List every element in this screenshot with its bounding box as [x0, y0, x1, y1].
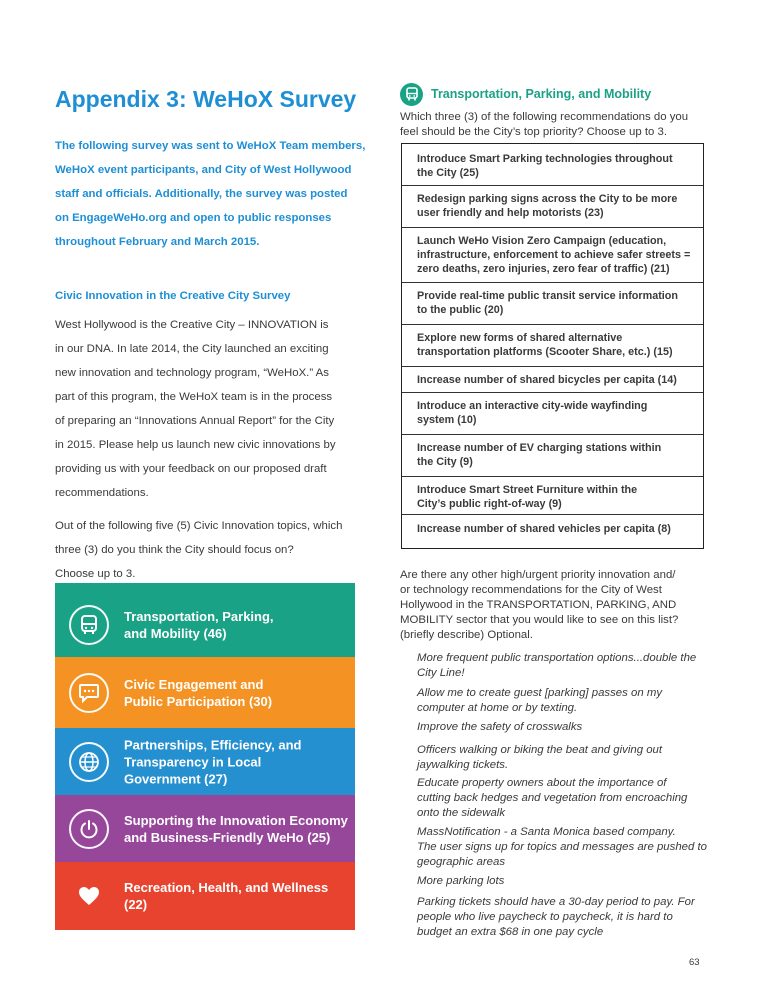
row-divider	[402, 185, 703, 186]
topic-label-line: Supporting the Innovation Economy	[124, 812, 348, 828]
question-line: Which three (3) of the following recommendations do you	[400, 111, 689, 123]
topic-label-line: Partnerships, Efficiency, and	[124, 737, 302, 752]
recommendation-line: Launch WeHo Vision Zero Campaign (education,	[417, 235, 667, 247]
recommendation-question	[400, 110, 700, 140]
topic-label	[124, 608, 349, 642]
page-number: 63	[689, 957, 700, 968]
topic-label-line: Recreation, Health, and Wellness (22)	[124, 880, 329, 912]
recommendation-item	[417, 522, 697, 536]
recommendation-line: Introduce Smart Parking technologies throughout	[417, 153, 673, 165]
recommendation-item	[417, 234, 697, 276]
response-item	[417, 720, 709, 735]
response-item	[417, 874, 709, 889]
recommendation-item	[417, 399, 697, 427]
intro-line: staff and officials. Additionally, the survey was posted	[55, 188, 348, 200]
topic-innovation-economy	[55, 795, 355, 862]
response-line: people who live paycheck to paycheck, it is hard to	[417, 911, 673, 923]
recommendation-line: Increase number of shared vehicles per capita (8)	[417, 523, 671, 535]
recommendation-line: transportation platforms (Scooter Share, etc.) (15)	[417, 346, 673, 358]
row-divider	[402, 434, 703, 435]
response-item	[417, 651, 709, 681]
recommendation-item	[417, 331, 697, 359]
response-line: Educate property owners about the importance of	[417, 777, 667, 789]
body-line: of preparing an “Innovations Annual Report” for the City	[55, 415, 335, 427]
row-divider	[402, 366, 703, 367]
recommendation-line: system (10)	[417, 414, 477, 426]
topic-partnerships	[55, 728, 355, 795]
globe-icon	[69, 742, 109, 782]
recommendation-line: City’s public right-of-way (9)	[417, 498, 562, 510]
question-line: three (3) do you think the City should focus on?	[55, 544, 294, 556]
recommendation-line: the City (25)	[417, 167, 479, 179]
recommendation-line: Increase number of shared bicycles per capita (14)	[417, 374, 677, 386]
recommendation-item	[417, 441, 697, 469]
response-line: geographic areas	[417, 856, 506, 868]
other-recommendations-question	[400, 568, 705, 643]
response-line: More frequent public transportation options...double the	[417, 652, 697, 664]
response-line: The user signs up for topics and messages are pushed to	[417, 841, 707, 853]
topic-label-line: and Mobility (46)	[124, 625, 227, 641]
speech-bubble-icon	[69, 673, 109, 713]
topic-label-line: Transparency in Local	[124, 754, 262, 769]
topic-civic-engagement	[55, 657, 355, 728]
response-line: City Line!	[417, 667, 465, 679]
topic-label	[124, 736, 349, 787]
bus-icon	[69, 605, 109, 645]
question-line: (briefly describe) Optional.	[400, 629, 533, 641]
intro-line: throughout February and March 2015.	[55, 236, 260, 248]
question-line: Are there any other high/urgent priority innovation and/	[400, 569, 676, 581]
heart-icon	[69, 876, 109, 916]
survey-subheading: Civic Innovation in the Creative City Survey	[55, 290, 291, 302]
topic-label-line: Public Participation (30)	[124, 693, 273, 709]
recommendation-line: Provide real-time public transit service information	[417, 290, 678, 302]
body-line: new innovation and technology program, “WeHoX.” As	[55, 367, 329, 379]
topic-label-line: Transportation, Parking,	[124, 608, 274, 624]
question-line: feel should be the City’s top priority? Choose up to 3.	[400, 126, 667, 138]
body-line: in our DNA. In late 2014, the City launched an exciting	[55, 343, 329, 355]
recommendation-line: user friendly and help motorists (23)	[417, 207, 604, 219]
question-line: Choose up to 3.	[55, 568, 136, 580]
response-line: onto the sidewalk	[417, 807, 506, 819]
recommendations-table	[401, 143, 704, 549]
recommendation-line: Explore new forms of shared alternative	[417, 332, 623, 344]
row-divider	[402, 476, 703, 477]
response-line: budget an extra $68 in one pay cycle	[417, 926, 604, 938]
question-line: Out of the following five (5) Civic Innovation topics, which	[55, 520, 343, 532]
recommendation-item	[417, 289, 697, 317]
topic-label-line: and Business-Friendly WeHo (25)	[124, 829, 331, 845]
response-line: More parking lots	[417, 875, 505, 887]
recommendation-line: infrastructure, enforcement to achieve safer streets =	[417, 249, 691, 261]
row-divider	[402, 227, 703, 228]
row-divider	[402, 514, 703, 515]
response-line: Officers walking or biking the beat and giving out	[417, 744, 663, 756]
recommendation-item	[417, 373, 697, 387]
page-title: Appendix 3: WeHoX Survey	[55, 86, 357, 112]
question-line: Hollywood in the TRANSPORTATION, PARKING, AND	[400, 599, 677, 611]
bus-icon	[400, 83, 423, 106]
survey-intro	[55, 134, 370, 254]
topic-label	[124, 879, 349, 913]
row-divider	[402, 324, 703, 325]
response-item	[417, 776, 709, 821]
power-icon	[69, 809, 109, 849]
response-line: Allow me to create guest [parking] passes on my	[417, 687, 663, 699]
response-line: Parking tickets should have a 30-day period to pay. For	[417, 896, 695, 908]
recommendation-line: Introduce an interactive city-wide wayfinding	[417, 400, 648, 412]
body-line: in 2015. Please help us launch new civic innovations by	[55, 439, 336, 451]
response-item	[417, 825, 709, 870]
intro-line: on EngageWeHo.org and open to public responses	[55, 212, 332, 224]
response-item	[417, 743, 709, 773]
response-line: computer at home or by texting.	[417, 702, 578, 714]
body-line: part of this program, the WeHoX team is in the process	[55, 391, 333, 403]
response-line: Improve the safety of crosswalks	[417, 721, 583, 733]
response-line: MassNotification - a Santa Monica based company.	[417, 826, 676, 838]
row-divider	[402, 392, 703, 393]
recommendation-line: Redesign parking signs across the City to be more	[417, 193, 678, 205]
response-line: cutting back hedges and vegetation from encroaching	[417, 792, 688, 804]
topic-transportation	[55, 583, 355, 666]
recommendation-line: Increase number of EV charging stations within	[417, 442, 662, 454]
intro-line: The following survey was sent to WeHoX Team members,	[55, 140, 366, 152]
section-header-title: Transportation, Parking, and Mobility	[431, 87, 652, 101]
body-line: providing us with your feedback on our proposed draft	[55, 463, 327, 475]
recommendation-item	[417, 192, 697, 220]
recommendation-line: zero deaths, zero injuries, zero fear of traffic) (21)	[417, 263, 670, 275]
recommendation-line: the City (9)	[417, 456, 473, 468]
intro-line: WeHoX event participants, and City of West Hollywood	[55, 164, 352, 176]
topic-question	[55, 514, 355, 586]
body-line: West Hollywood is the Creative City – INNOVATION is	[55, 319, 329, 331]
topic-label-line: Civic Engagement and	[124, 676, 264, 692]
recommendation-line: Introduce Smart Street Furniture within the	[417, 484, 638, 496]
response-line: jaywalking tickets.	[417, 759, 509, 771]
row-divider	[402, 282, 703, 283]
body-line: recommendations.	[55, 487, 149, 499]
topic-recreation	[55, 862, 355, 930]
response-item	[417, 895, 709, 940]
topic-label	[124, 676, 349, 710]
recommendation-item	[417, 483, 697, 511]
topic-label-line: Government (27)	[124, 771, 228, 786]
topic-label	[124, 812, 349, 846]
recommendation-item	[417, 152, 697, 180]
question-line: or technology recommendations for the City of West	[400, 584, 662, 596]
question-line: MOBILITY sector that you would like to see on this list?	[400, 614, 679, 626]
recommendation-line: to the public (20)	[417, 304, 504, 316]
survey-body-text	[55, 313, 355, 505]
response-item	[417, 686, 709, 716]
